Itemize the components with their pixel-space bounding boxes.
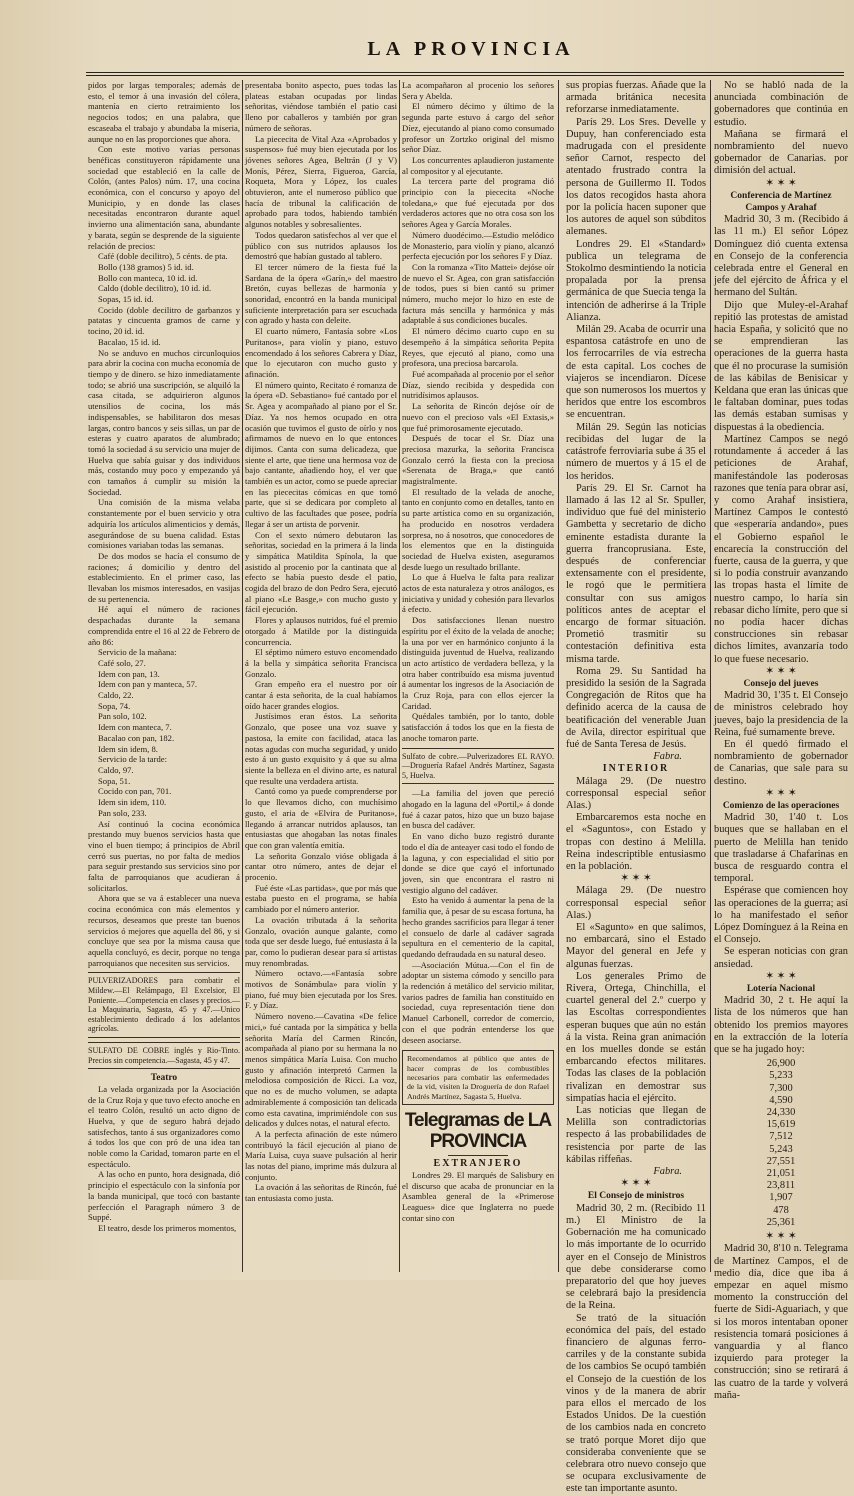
article-paragraph: Justísimos eran éstos. La señorita Gonzalo, que posee una voz suave y pastosa, la emite con facilidad, ataca las notas agudas con mucha seguridad, y unido esto á un gusto exquisito y á que su alma siente la belleza en el divino arte, es natural que resulte una verdadera artista. bbox=[245, 711, 397, 786]
article-paragraph: El número quinto, Recitato é romanza de la ópera «D. Sebastiano» fué cantado por el Sr. Agea y acompañado al piano por el Sr. Díaz. Ya nos hemos ocupado en otra ocasión que tuvimos el gusto de oírlo y nos afirmamos de nuevo en lo que entonces dijimos. Canta con suma delicadeza, que siente el arte, que tiene una hermosa voz de bajo cantante, añadiendo hoy, el ver que también es un actor, como se puede apreciar en las piececitas cómicas en que tomó parte, que si se dedicara por completo al cultivo de las facultades que posee, podría llegar á ser un artista de porvenir. bbox=[245, 379, 397, 529]
price-item: Café (doble decilitro), 5 cénts. de pta. bbox=[98, 251, 228, 262]
separator-asterisks: ✶ ✶ ✶ bbox=[765, 665, 797, 677]
article-paragraph: Gran empeño era el nuestro por oír cantar á esta señorita, de la cual habíamos oído hacer grandes elogios. bbox=[245, 679, 397, 711]
section-heading: EXTRANJERO bbox=[433, 1158, 523, 1170]
lottery-numbers bbox=[714, 1058, 848, 1229]
list-item: Cocido con pan, 701. bbox=[98, 786, 172, 797]
column-1 bbox=[88, 80, 240, 1272]
article-paragraph: No se anduvo en muchos circunloquios para abrir la cocina con mucha economía de tiempo y de dinero. se hizo inmediatamente todo; se abrió una suscripción, se alquiló la casa citada, se adquirieron algunos utensilios de cocina, los más indispensables, se habilitaron dos mesas largas, contro bancos y seis sillas, un par de esteras y cuatro aparatos de alumbrado; tomó la sociedad á su servicio una mujer de Huelva que sabía guisar y dos individuos más, costando muy poco y empezando yá con tamaños á cumplir su misión la Sociedad. bbox=[88, 347, 240, 497]
lottery-number: 26,900 bbox=[766, 1058, 796, 1070]
masthead-title: LA PROVINCIA bbox=[367, 38, 575, 60]
price-item: Sopas, 15 id. id. bbox=[98, 294, 154, 305]
article-paragraph: Dijo que Muley-el-Arahaf repitió las protestas de amistad hacia España, y solicitó que no se emprendieran las operaciones de la guerra hasta que él no procurase la sumisión de las kábilas de Benisicar y Keldana que eran las únicas que le faltaban dominar, pues todas las demás estaban sumisas y dispuestas á la obediencia. bbox=[714, 299, 848, 433]
lottery-number: 5,243 bbox=[769, 1143, 793, 1155]
article-paragraph: La piececita de Vital Aza «Aprobados y suspensos» fué muy bien ejecutada por los jóvenes señores Agea, Beltrán (J y V) Monís, Pérez, Sierra, Figueroa, García, Roqueta, Mora y López, los cuales obtuvieron, ante el numeroso público que hacía de tribunal la calificación de aprobado para todos, habiendo también algunos notables y sobresalientes. bbox=[245, 133, 397, 230]
article-paragraph: —Asociación Mútua.—Con el fin de adoptar un sistema cómodo y sencillo para la redención á metálico del servicio militar, varios padres de familia han constituído en sociedad, cuya representación tiene don Manuel Carbonell, corredor de comercio, con el que podrán entenderse los que deseen asociarse. bbox=[402, 959, 554, 1045]
article-paragraph: No se habló nada de la anunciada combinación de gobernadores que continúa en estudio. bbox=[714, 80, 848, 128]
article-paragraph: Málaga 29. (De nuestro corresponsal especial señor Alas.) bbox=[566, 775, 706, 811]
notice-box bbox=[402, 1050, 554, 1105]
article-paragraph: Quédales también, por lo tanto, doble satisfacción á todos los que en la fiesta de anoche tomaron parte. bbox=[402, 711, 554, 743]
article-paragraph: La ovación á las señoritas de Rincón, fué tan entusiasta como justa. bbox=[245, 1182, 397, 1204]
article-paragraph: El teatro, desde los primeros momentos, bbox=[98, 1222, 237, 1233]
article-paragraph: Después de tocar el Sr. Díaz una preciosa mazurka, la señorita Francisca Gonzalo cerró la fiesta con la preciosa «Serenata de Braga,» que cantó magistralmente. bbox=[402, 433, 554, 487]
separator-asterisks: ✶ ✶ ✶ bbox=[765, 177, 797, 189]
article-paragraph: El séptimo número estuvo encomendado á la bella y simpática señorita Francisca Gonzalo. bbox=[245, 647, 397, 679]
price-item: Caldo (doble decilitro), 10 id. id. bbox=[98, 283, 212, 294]
lottery-number: 1,907 bbox=[769, 1192, 793, 1204]
header-rule-thin bbox=[86, 75, 844, 76]
column-2 bbox=[245, 80, 397, 1272]
article-paragraph: Número duodécimo.—Estudio melódico de Monasterio, para violín y piano, alcanzó perfecta ejecución por los señores F y Díaz. bbox=[402, 229, 554, 262]
article-paragraph: Londres 29. El «Standard» publica un telegrama de Stokolmo desmintiendo la noticia propalada por la prensa germánica de que Suecia tenga la intención de adherirse á la Triple Alianza. bbox=[566, 238, 706, 323]
article-paragraph: Con la romanza «Tito Mattei» dejóse oír de nuevo el Sr. Agea, con gran satisfacción de todos, pues si bien cantó su primer número, mucho mejor lo hizo en este de factura más sencilla y harmónica y más adaptable á sus condiciones bucales. bbox=[402, 261, 554, 326]
article-paragraph: Número octavo.—«Fantasía sobre motivos de Sonámbula» para violín y piano, fué muy bien ejecutada por los Sres. F. y Díaz. bbox=[245, 968, 397, 1011]
list-item: Idem sin idem, 8. bbox=[98, 743, 158, 754]
price-item: Bacalao, 15 id. id. bbox=[98, 336, 161, 347]
ad-text: Sulfato de cobre.—Pulverizadores EL RAYO.—Droguería Rafael Andrés Martínez, Sagasta 5, Huelva. bbox=[402, 751, 554, 780]
column-divider bbox=[242, 80, 243, 1272]
article-paragraph: pidos por largas temporales; además de esto, el temor á una invasión del cólera, mantenía en cierto retraimiento los negocios todos; en una palabra, que escaseaba el trabajo y abundaba la miseria, aunque no en las proporciones que ahora. bbox=[88, 80, 240, 144]
lottery-number: 27,551 bbox=[766, 1155, 796, 1167]
article-paragraph: Madrid 30, 3 m. (Recibido á las 11 m.) El señor López Domínguez dió cuenta extensa en Consejo de la conferencia celebrada entre el General en jefe del ejército de África y el hermano del Sultán. bbox=[714, 214, 848, 299]
separator-asterisks: ✶ ✶ ✶ bbox=[620, 1178, 652, 1190]
article-paragraph: La ovación tributada á la señorita Gonzalo, ovación aunque galante, como toda que ser desde luego, fué entusiasta á la par, como lo pudieran desear para sí artistas muy renombradas. bbox=[245, 914, 397, 968]
lottery-number: 7,512 bbox=[769, 1131, 793, 1143]
separator-asterisks: ✶ ✶ ✶ bbox=[765, 970, 797, 982]
article-paragraph: La señorita de Rincón dejóse oír de nuevo con el precioso vals «El Extasis,» que fué primorosamente ejecutado. bbox=[402, 401, 554, 433]
article-paragraph: El resultado de la velada de anoche, tanto en conjunto como en detalles, tanto en su parte artística como en su organización, ha producido en nosotros verdadera sorpresa, no á nosotros, que conocedores de los elementos que en la distinguida sociedad de Huelva existen, aseguramos desde luego un resultado brillante. bbox=[402, 486, 554, 572]
list-item: Pan solo, 233. bbox=[98, 807, 147, 818]
article-paragraph: Número noveno.—Cavatina «De felice mici,» fué cantada por la simpática y bella señorita María del Carmen Rincón, acompañada al piano por su hermana la no menos simpática María Luisa. Con mucho gusto y afinación interpretó Carmen la melodiosa composición de Ricci. La voz, que no es de mucho volumen, se adapta admirablemente á composición tan delicada como esta cavatina, imprimiéndole con sus delicados y dulces notas, el natural efecto. bbox=[245, 1011, 397, 1129]
article-paragraph: El «Sagunto» en que salimos, no embarcará, sino el Estado Mayor del general en Jefe y algunas fuerzas. bbox=[566, 922, 706, 970]
lottery-number: 478 bbox=[773, 1204, 789, 1216]
article-paragraph: Cantó como ya puede comprenderse por lo que llevamos dicho, con muchísimo gusto, el aria de «Elvira de Puritanos», llegando á arrancar nutridos aplausos, tan entusiastas que ahogaban las notas finales que con gran valentía emitía. bbox=[245, 786, 397, 850]
article-paragraph: El número décimo cuarto cupo en su desempeño á la simpática señorita Pepita Reyes, que ejecutó al piano, como una profesora, una preciosa barcarola. bbox=[402, 326, 554, 369]
article-paragraph: Dos satisfacciones llenan nuestro espíritu por el éxito de la velada de anoche; la una por ver en harmónico conjunto á la distinguida juventud de Huelva, realizando un acto artístico de verdadera belleza, y la otra haber contribuído esa misma juventud á aumentar los ingresos de la Asociación de la Cruz Roja, para con ellos ejercer la Caridad. bbox=[402, 615, 554, 711]
article-paragraph: Con el sexto número debutaron las señoritas, sociedad en la primera á la linda y simpática Matildita Spínola, la que asistido al procenio por la cantinata que al efecto se había puesto desde el patio, cogida del brazo de don Pedro Sera, ejecutó al piano «Le Basge,» con mucho gusto y fácil ejecución. bbox=[245, 529, 397, 615]
article-paragraph: Milán 29. Según las noticias recibidas del lugar de la catástrofe ferroviaria sube á 35 el número de muertos y á 15 el de los heridos. bbox=[566, 421, 706, 482]
list-item: Café solo, 27. bbox=[98, 657, 146, 668]
separator-asterisks: ✶ ✶ ✶ bbox=[620, 873, 652, 885]
article-paragraph: Hé aquí el número de raciones despachadas durante la semana comprendida entre el 16 al 22 de Febrero de año 86: bbox=[88, 604, 240, 647]
signature: Fabra. bbox=[653, 1166, 682, 1178]
price-item: Bollo (138 gramos) 5 id. id. bbox=[98, 261, 194, 272]
section-heading: Consejo del jueves bbox=[743, 678, 819, 689]
list-heading: Servicio de la tarde: bbox=[98, 754, 167, 765]
article-paragraph: Madrid 30, 8'10 n. Telegrama de Martínez Campos, el de medio día, dice que iba á empezar en aquel mismo momento la construcción del fuerte de Sidi-Aguariach, y que si los moros intentaban oponer resistencia tomará posiciones á vanguardia y al flanco izquierdo para proteger la construcción; sino se retirará á las cuatro de la tarde y volverá maña- bbox=[714, 1243, 848, 1401]
article-paragraph: presentaba bonito aspecto, pues todas las plateas estaban ocupadas por lindas señoritas, viéndose también el patio casi lleno por caballeros y también por gran número de señoras. bbox=[245, 80, 397, 133]
advertisement bbox=[402, 748, 554, 785]
list-item: Idem con pan y manteca, 57. bbox=[98, 679, 198, 690]
list-item: Sopa, 51. bbox=[98, 775, 131, 786]
list-item: Pan solo, 102. bbox=[98, 711, 147, 722]
article-paragraph: Los concurrentes aplaudieron justamente al compositor y al ejecutante. bbox=[402, 154, 554, 176]
lottery-number: 21,051 bbox=[766, 1168, 796, 1180]
ad-text: PULVERIZADORES para combatir el Mildew.—El Relámpago, El Excelsior, El Poniente.—Competencia en clases y precios.—La Maquinaria, Sagasta, 45 y 47.—Unico establecimiento dedicado á los adelantos agrícolas. bbox=[88, 976, 240, 1034]
article-paragraph: Así continuó la cocina económica prestando muy buenos servicios hasta que vino el buen tiempo; á principios de Abril cerró sus puertas, no por falta de medios para seguir prestando sus servicios sino por falta de parroquianos que acudieran á solicitarlos. bbox=[88, 818, 240, 893]
separator-asterisks: ✶ ✶ ✶ bbox=[765, 1231, 797, 1243]
article-paragraph: Londres 29. El marqués de Salisbury en el discurso que acaba de pronunciar en la Asamblea general de la «Primerose Leagues» dice que Inglaterra no puede contar sino con bbox=[402, 1169, 554, 1223]
article-paragraph: Embarcaremos esta noche en el «Saguntos», con Estado y tropas con destino á Melilla. Reina indescriptible entusiasmo en la población. bbox=[566, 812, 706, 872]
article-paragraph: La tercera parte del programa dió principio con la piececita «Noche toledana,» que fué ejecutada por dos verdaderos actores que no otra cosa son los señores Agea y García Morales. bbox=[402, 176, 554, 230]
article-paragraph: París 29. El Sr. Carnot ha llamado á las 12 al Sr. Spuller, individuo que fué del ministerio Gambetta y secretario de dicho eminente estadista durante la guerra francoprusiana. Este, después de conferenciar extensamente con el presidente, le rogó que le permitiera consultar con sus amigos políticos antes de aceptar el encargo de formar situación. Prometió trasmitir su contestación definitiva esta misma tarde. bbox=[566, 482, 706, 665]
article-paragraph: Fué éste «Las partidas», que por más que estaba puesto en el programa, se había cambiado por el número anterior. bbox=[245, 882, 397, 915]
article-paragraph: Flores y aplausos nutridos, fué el premio otorgado á Matilde por la distinguida concurrencia. bbox=[245, 615, 397, 647]
list-item: Idem con manteca, 7. bbox=[98, 722, 172, 733]
article-paragraph: Madrid 30, 2 m. (Recibido 11 m.) El Ministro de la Gobernación me ha comunicado lo más importante de lo ocurrido ayer en el Consejo de Ministros que debe considerarse como preparatorio del que hoy jueves se celebrará bajo la presidencia de la Reina. bbox=[566, 1202, 706, 1312]
column-divider bbox=[399, 80, 400, 1272]
article-paragraph: Lo que á Huelva le falta para realizar actos de esta naturaleza y otros análogos, es iniciativa y unidad y cohesión para llevarlos á efecto. bbox=[402, 572, 554, 615]
article-paragraph: Esto ha venido á aumentar la pena de la familia que, á pesar de su escasa fortuna, ha hecho grandes sacrificios para llegar á tener el consuelo de darle al cadáver sagrada sepultura en el cementerio de la capital, quedando defraudada en su natural deseo. bbox=[402, 895, 554, 959]
price-item: Bollo con manteca, 10 id. id. bbox=[98, 272, 198, 283]
article-paragraph: Se trató de la situación económica del país, del estado financiero de algunas ferro-carriles y de la constante subida de los cambios Se ocupó también el Consejo de la cuestión de los vinos y de la manera de abrir para ellos el mercado de los Estados Unidos. De la cuestión de los cambios nada en concreto se trató porque Moret dijo que consideraba conveniente que se celebrara otro nuevo consejo que se ocupara exclusivamente de este tan importante asunto. bbox=[566, 1312, 706, 1495]
article-paragraph: Roma 29. Su Santidad ha presidido la sesión de la Sagrada Congregación de Ritos que ha definido acerca de la causa de beatificación del venerable Juan de Avila, director espiritual que fué de Santa Teresa de Jesús. bbox=[566, 665, 706, 750]
lottery-number: 5,233 bbox=[769, 1070, 793, 1082]
lottery-number: 23,811 bbox=[766, 1180, 796, 1192]
article-paragraph: Madrid 30, 1'40 t. Los buques que se hallaban en el puerto de Melilla han tenido que trasladarse á Chafarinas en busca de resguardo contra el temporal. bbox=[714, 812, 848, 885]
article-paragraph: Espérase que comiencen hoy las operaciones de la guerra; así lo ha manifestado el señor López Domínguez á la Reina en el Consejo. bbox=[714, 885, 848, 946]
article-paragraph: sus propias fuerzas. Añade que la armada británica necesita reforzarse inmediatamente. bbox=[566, 80, 706, 116]
column-5 bbox=[714, 80, 848, 1401]
article-paragraph: París 29. Los Sres. Develle y Dupuy, han conferenciado esta madrugada con el presidente señor Carnot, respecto del atentado frustrado contra la persona de Guillermo II. Todos los datos recogidos hasta ahora por la policía hacen suponer que los autores de aquel son súbditos alemanes. bbox=[566, 116, 706, 238]
article-paragraph: A las ocho en punto, hora designada, dió principio el espectáculo con la sinfonía por la banda municipal, que tocó con bastante perfección el Paragraph número 3 de Suppé. bbox=[88, 1169, 240, 1223]
header-rule bbox=[86, 72, 844, 73]
separator-asterisks: ✶ ✶ ✶ bbox=[765, 787, 797, 799]
article-paragraph: En él quedó firmado el nombramiento de gobernador de Canarias, que sale para su destino. bbox=[714, 738, 848, 787]
column-3 bbox=[402, 80, 554, 1272]
ad-text: SULFATO DE COBRE inglés y Rio-Tinto. Precios sin competencia.—Sagasta, 45 y 47. bbox=[88, 1045, 240, 1065]
lottery-number: 25,361 bbox=[766, 1216, 796, 1228]
telegramas-title: Telegramas de LA PROVINCIA bbox=[404, 1110, 552, 1153]
section-heading: INTERIOR bbox=[602, 763, 670, 775]
article-paragraph: Una comisión de la misma velaba constantemente por el buen servicio y otra adquiría los artículos alimenticios y demás, asegurándose de su buena calidad. Estas comisiones variaban todas las semanas. bbox=[88, 497, 240, 551]
lottery-number: 24,330 bbox=[766, 1107, 796, 1119]
article-paragraph: Ahora que se va á establecer una nueva cocina económica con más elementos y recursos, deseamos que preste tan buenos servicios ó mejores que aquella del 86, y si concluye que sea por la misma causa que aquella concluyó, es decir, porque no tenga parroquianos que necesiten sus servicios. bbox=[88, 893, 240, 968]
list-item: Idem sin idem, 110. bbox=[98, 797, 167, 808]
article-paragraph: Con este motivo varias personas benéficas constituyeron rápidamente una sociedad que estableció en la calle de Colón, (antes Palos) núm. 17, una cocina económica, con el concurso y apoyo del Municipio, y en donde las clases necesitadas encontraron durante aquel invierno una alimentación sana, abundante y barata, según se desprende de la siguiente relación de precios: bbox=[88, 144, 240, 251]
article-paragraph: Mañana se firmará el nombramiento del nuevo gobernador de Canarias. por dimisión del actual. bbox=[714, 128, 848, 177]
column-divider bbox=[710, 80, 711, 1272]
advertisement bbox=[88, 1042, 240, 1069]
article-paragraph: En vano dicho buzo registró durante todo el día de anteayer casi todo el fondo de la laguna, y con especialidad el sitio por donde se dice que cayó el infortunado joven, sin que encontrara el rastro ni vestigio alguno del cadáver. bbox=[402, 831, 554, 895]
article-paragraph: Todos quedaron satisfechos al ver que el público con sus nutridos aplausos los demostró que habían gustado al tablero. bbox=[245, 229, 397, 262]
section-heading: El Consejo de ministros bbox=[587, 1191, 685, 1202]
list-item: Idem con pan, 13. bbox=[98, 668, 160, 679]
article-paragraph: Las noticias que llegan de Melilla son contradictorias respecto á las probabilidades de resistencia por parte de las kábilas riffeñas. bbox=[566, 1105, 706, 1165]
article-paragraph: La acompañaron al procenio los señores Sera y Abelda. bbox=[402, 80, 554, 101]
column-4 bbox=[566, 80, 706, 1495]
price-item: Cocido (doble decilitro de garbanzos y patatas y cincuenta gramos de carne y tocino, 20 id. id. bbox=[88, 304, 240, 337]
article-paragraph: A la perfecta afinación de este número contribuyó la fácil ejecución al piano de María Luisa, cuya suave pulsación al herir las notas del piano, imprime más dulzura al conjunto. bbox=[245, 1128, 397, 1182]
article-paragraph: Milán 29. Acaba de ocurrir una espantosa catástrofe en uno de los ferrocarriles de vía estrecha de esta capital. Los coches de viajeros se incendiaron. Dícese que son numerosos los muertos y heridos que entre los escombros se encuentran. bbox=[566, 324, 706, 421]
list-item: Caldo, 22. bbox=[98, 690, 134, 701]
article-paragraph: El tercer número de la fiesta fué la Sardana de la ópera «Garín,» del maestro Bretón, cuyas bellezas de harmonía y sonoridad, encontró en la banda municipal suficiente interpretación para ser escuchada con agrado y hasta con deleite. bbox=[245, 261, 397, 326]
article-paragraph: Martínez Campos se negó rotundamente á acceder á las peticiones de Arahaf, manifestándole las poderosas razones que tenía para obrar así, y como Arahaf insistiera, Martínez Campos le contestó que «esperaría andando», pues el Gobierno español le encarecía la construcción del fuerte, causa de la guerra, y que si lo podía construir avanzando las tropas hasta el límite de nuestro campo, lo haría sin rebasar dicho límite, pero que si no podía hacer dichas construcciones sin rebasar dichos límites, avanzaría todo lo que fuese necesario. bbox=[714, 433, 848, 665]
column-divider bbox=[558, 80, 559, 1272]
list-item: Caldo, 97. bbox=[98, 765, 134, 775]
advertisement bbox=[88, 972, 240, 1038]
section-heading: Conferencia de Martínez Campos y Arahaf bbox=[730, 190, 832, 214]
article-paragraph: Madrid 30, 2 t. He aquí la lista de los números que han obtenido los premios mayores en la extracción de la lotería que se ha jugado hoy: bbox=[714, 995, 848, 1056]
signature: Fabra. bbox=[653, 751, 682, 763]
title-rule bbox=[448, 1155, 508, 1156]
article-paragraph: Servicio de la mañana: bbox=[98, 647, 177, 658]
article-paragraph: Fué acompañada al procenio por el señor Díaz, siendo recibida y despedida con nutridísimos aplausos. bbox=[402, 368, 554, 401]
article-paragraph: La señorita Gonzalo vióse obligada á cantar otro número, antes de dejar el procenio. bbox=[245, 850, 397, 883]
article-paragraph: El cuarto número, Fantasía sobre «Los Puritanos», para violín y piano, estuvo encomendado á los señores Cabrera y Díaz, que lo ejecutaron con mucho gusto y afinación. bbox=[245, 326, 397, 379]
article-paragraph: —La familia del joven que pereció ahogado en la laguna del «Portil,» á donde fué á cazar patos, hizo que un buzo bajase en busca del cadáver. bbox=[402, 788, 554, 831]
section-heading: Lotería Nacional bbox=[746, 984, 816, 995]
article-paragraph: Málaga 29. (De nuestro corresponsal especial señor Alas.) bbox=[566, 885, 706, 921]
article-paragraph: Se esperan noticias con gran ansiedad. bbox=[714, 946, 848, 970]
list-item: Bacalao con pan, 182. bbox=[98, 732, 175, 743]
list-item: Sopa, 74. bbox=[98, 700, 131, 711]
section-heading: Comienzo de las operaciones bbox=[722, 800, 840, 811]
article-paragraph: El número décimo y último de la segunda parte estuvo á cargo del señor Díez, ejecutando al piano como consumado profesor un Zortzko original del mismo señor Díaz. bbox=[402, 101, 554, 155]
section-heading: Teatro bbox=[150, 1073, 178, 1084]
lottery-number: 4,590 bbox=[769, 1094, 793, 1106]
article-paragraph: De dos modos se hacía el consumo de raciones; á domicilio y dentro del establecimiento. En el primer caso, las llevaban los mismos interesados, en vasijas de su pertenencia. bbox=[88, 550, 240, 604]
lottery-number: 15,619 bbox=[766, 1119, 796, 1131]
article-paragraph: La velada organizada por la Asociación de la Cruz Roja y que tuvo efecto anoche en el teatro Colón, resultó un acto digno de Huelva, y que de seguro habrá dejado satisfechos, tanto á sus organizadores como á todos los que con pró de una idea tan noble como la Caridad, tomaron parte en el espectáculo. bbox=[88, 1083, 241, 1169]
notice-text: Recomendamos al público que antes de hacer compras de los combustibles necesarios para combatir las enfermedades de la vid, visiten la Droguería de don Rafael Andrés Martínez, Sagasta 5, Huelva. bbox=[407, 1054, 549, 1101]
article-paragraph: Madrid 30, 1'35 t. El Consejo de ministros celebrado hoy jueves, bajo la presidencia de la Reina, fué sumamente breve. bbox=[714, 690, 848, 738]
lottery-number: 7,300 bbox=[769, 1082, 793, 1094]
article-paragraph: Los generales Primo de Rivera, Ortega, Chinchilla, el cuartel general del 2.º cuerpo y las Escoltas correspondientes esperan buques que aún no están á la vista. Reina gran animación en los muelles donde se están embarcando efectos militares. Todas las clases de la población rivalizan en demostrar sus simpatías hacia el ejército. bbox=[566, 970, 706, 1104]
